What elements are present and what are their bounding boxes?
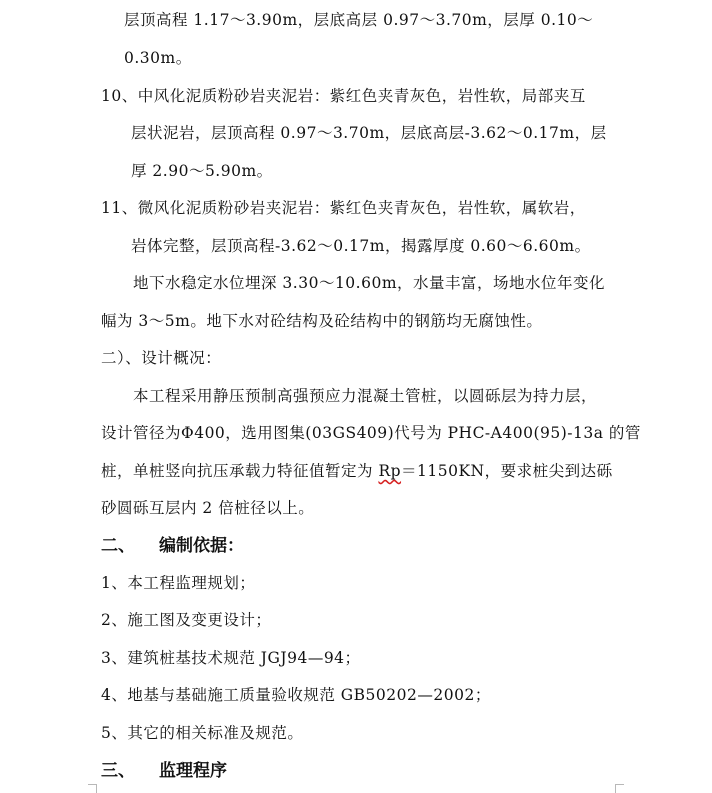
basis-item-3: 3、建筑桩基技术规范 JGJ94—94； [101, 649, 361, 667]
stratum-9-line-2: 0.30m。 [124, 49, 192, 67]
basis-item-1: 1、本工程监理规划； [101, 574, 256, 592]
design-line-3-a: 桩，单桩竖向抗压承载力特征值暂定为 [101, 462, 379, 480]
section-title: 监理程序 [159, 761, 227, 781]
section-heading-procedure [101, 760, 227, 782]
groundwater-line-2: 幅为 3～5m。地下水对砼结构及砼结构中的钢筋均无腐蚀性。 [101, 312, 543, 330]
page-corner-mark-left [88, 784, 97, 793]
basis-item-4: 4、地基与基础施工质量验收规范 GB50202—2002； [101, 686, 491, 704]
stratum-10-line-3: 厚 2.90～5.90m。 [131, 162, 273, 180]
section-title: 编制依据： [159, 536, 244, 556]
design-line-3-c: ＝1150KN，要求桩尖到达砾 [401, 462, 613, 480]
design-line-2: 设计管径为Φ400，选用图集(03GS409)代号为 PHC-A400(95)-13a 的管 [101, 424, 641, 442]
stratum-11-line-2: 岩体完整，层顶高程-3.62～0.17m，揭露厚度 0.60～6.60m。 [131, 237, 591, 255]
stratum-10-line-2: 层状泥岩，层顶高程 0.97～3.70m，层底高层-3.62～0.17m，层 [131, 124, 607, 142]
stratum-10-line-1: 10、中风化泥质粉砂岩夹泥岩：紫红色夹青灰色，岩性软，局部夹互 [101, 87, 586, 105]
stratum-9-line-1: 层顶高程 1.17～3.90m，层底高层 0.97～3.70m，层厚 0.10～ [124, 11, 594, 29]
spellcheck-word: Rp [378, 462, 402, 480]
design-line-1: 本工程采用静压预制高强预应力混凝土管桩，以圆砾层为持力层， [133, 387, 598, 405]
design-line-3 [101, 461, 613, 481]
section-heading-basis [101, 535, 244, 557]
section-number: 二、 [101, 536, 135, 556]
design-line-4: 砂圆砾互层内 2 倍桩径以上。 [101, 499, 315, 517]
basis-item-5: 5、其它的相关标准及规范。 [101, 724, 304, 742]
stratum-11-line-1: 11、微风化泥质粉砂岩夹泥岩：紫红色夹青灰色，岩性软，属软岩， [101, 199, 586, 217]
basis-item-2: 2、施工图及变更设计； [101, 611, 272, 629]
page-corner-mark-right [615, 784, 624, 793]
section-number: 三、 [101, 761, 135, 781]
design-overview-heading: 二）、设计概况： [101, 349, 222, 367]
groundwater-line-1: 地下水稳定水位埋深 3.30～10.60m，水量丰富，场地水位年变化 [133, 274, 606, 292]
